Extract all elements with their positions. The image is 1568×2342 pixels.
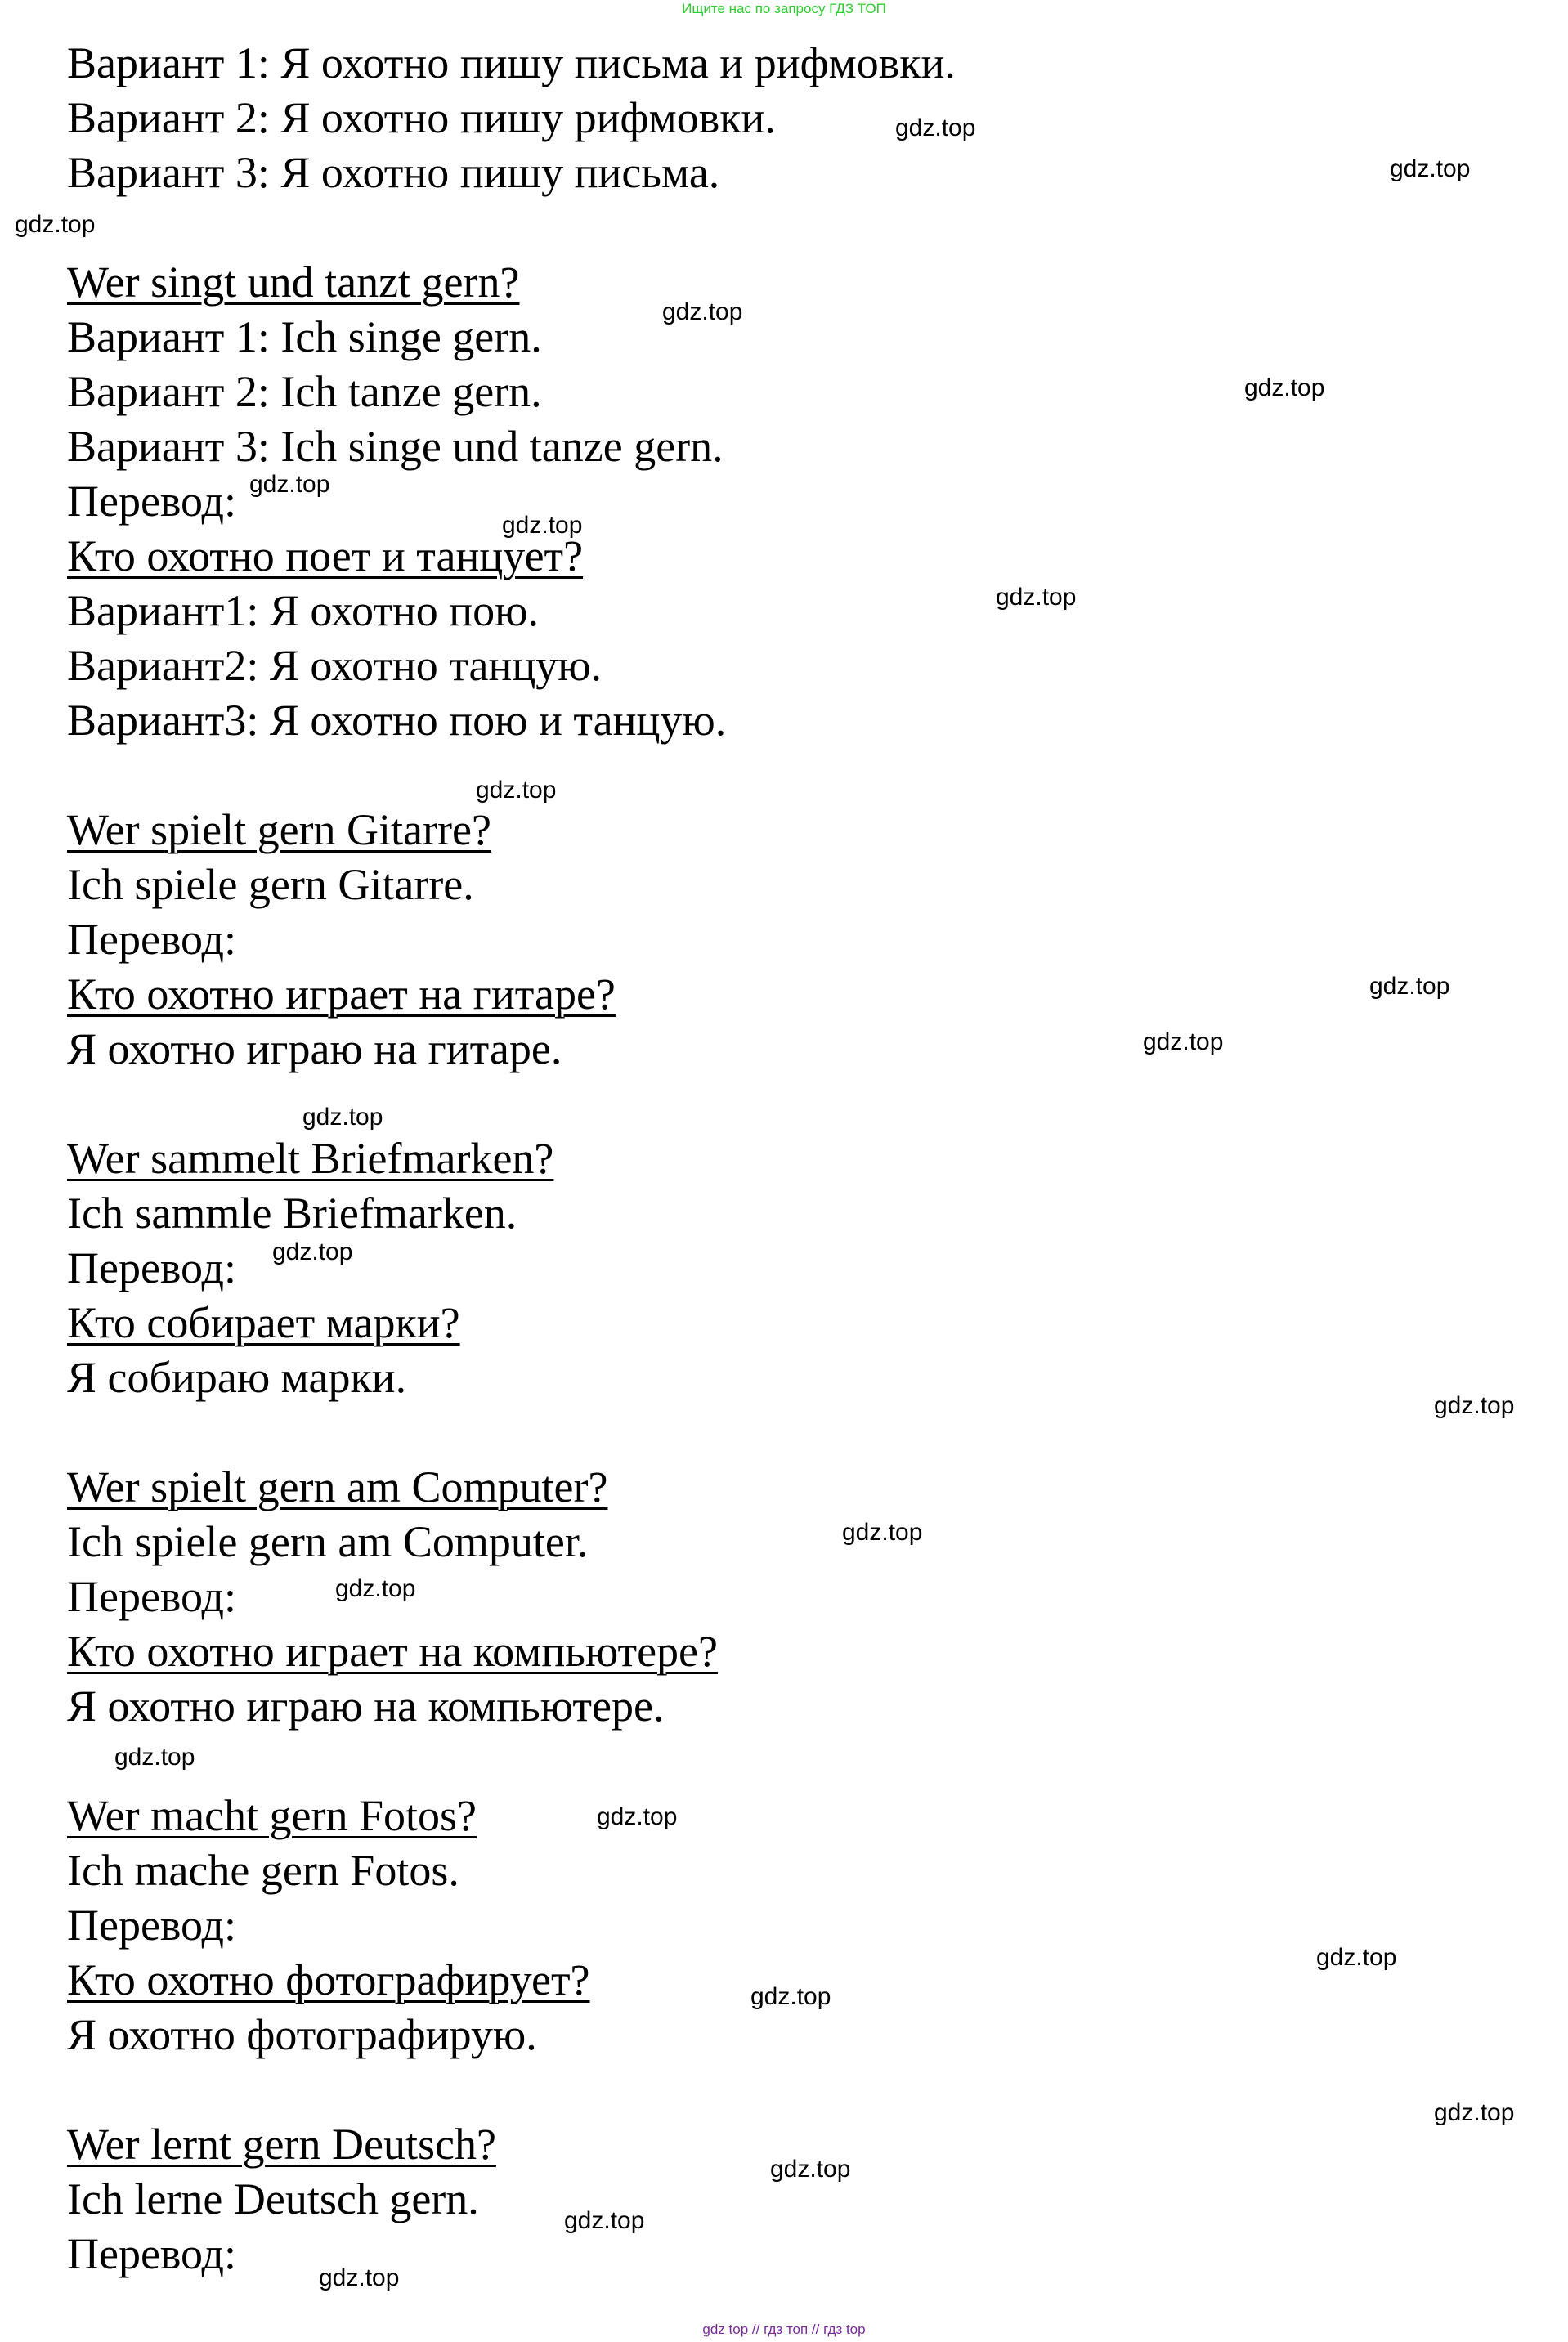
text-line: Ich spiele gern Gitarre. xyxy=(67,860,474,909)
section-spacer xyxy=(67,1077,1522,1131)
watermark-text: gdz.top xyxy=(1316,1944,1397,1971)
text-line: Вариант 2: Ich tanze gern. xyxy=(67,367,542,416)
question-heading: Wer spielt gern Gitarre? xyxy=(67,805,491,854)
watermark-text: gdz.top xyxy=(1390,155,1471,182)
text-line: Перевод: xyxy=(67,1572,236,1621)
text-line: Вариант 3: Я охотно пишу письма. xyxy=(67,148,720,197)
watermark-text: gdz.top xyxy=(895,114,976,141)
watermark-text: gdz.top xyxy=(272,1238,353,1265)
section-spacer xyxy=(67,1734,1522,1789)
text-line: Вариант 1: Ich singe gern. xyxy=(67,312,542,361)
question-heading: Кто собирает марки? xyxy=(67,1298,460,1347)
watermark-text: gdz.top xyxy=(335,1575,416,1602)
text-line: Вариант 1: Я охотно пишу письма и рифмовки. xyxy=(67,38,956,87)
text-line: Вариант2: Я охотно танцую. xyxy=(67,641,603,690)
section-spacer xyxy=(67,2062,1522,2117)
watermark-text: gdz.top xyxy=(302,1104,383,1131)
watermark-text: gdz.top xyxy=(319,2264,400,2291)
question-heading: Кто охотно фотографирует? xyxy=(67,1955,590,2004)
text-line: Вариант3: Я охотно пою и танцую. xyxy=(67,696,727,745)
text-line: Я охотно играю на компьютере. xyxy=(67,1681,665,1731)
top-banner: Ищите нас по запросу ГДЗ ТОП xyxy=(682,1,886,16)
watermark-text: gdz.top xyxy=(249,471,330,498)
section-spacer xyxy=(67,200,1522,255)
text-line: Ich sammle Briefmarken. xyxy=(67,1189,517,1238)
watermark-text: gdz.top xyxy=(996,584,1077,611)
text-line: Перевод: xyxy=(67,2229,236,2278)
watermark-text: gdz.top xyxy=(502,512,583,539)
document-body xyxy=(67,36,1522,2282)
text-line: Вариант 2: Я охотно пишу рифмовки. xyxy=(67,93,776,142)
watermark-text: gdz.top xyxy=(114,1744,195,1771)
watermark-text: gdz.top xyxy=(15,211,96,238)
question-heading: Wer lernt gern Deutsch? xyxy=(67,2120,496,2169)
watermark-text: gdz.top xyxy=(1244,374,1325,401)
text-line: Перевод: xyxy=(67,915,236,964)
text-line: Я собираю марки. xyxy=(67,1353,407,1402)
watermark-text: gdz.top xyxy=(770,2156,851,2183)
text-line: Я охотно играю на гитаре. xyxy=(67,1024,562,1073)
text-line: Перевод: xyxy=(67,1901,236,1950)
question-heading: Wer sammelt Briefmarken? xyxy=(67,1134,554,1183)
watermark-text: gdz.top xyxy=(564,2207,645,2234)
text-line: Ich lerne Deutsch gern. xyxy=(67,2174,479,2223)
text-line: Я охотно фотографирую. xyxy=(67,2010,537,2059)
section-spacer xyxy=(67,748,1522,803)
section-spacer xyxy=(67,1405,1522,1460)
bottom-footer: gdz top // гдз топ // гдз top xyxy=(702,2322,866,2337)
watermark-text: gdz.top xyxy=(1434,1392,1515,1419)
text-line: Перевод: xyxy=(67,1243,236,1292)
watermark-text: gdz.top xyxy=(750,1983,831,2010)
question-heading: Кто охотно поет и танцует? xyxy=(67,531,584,580)
question-heading: Wer spielt gern am Computer? xyxy=(67,1462,608,1511)
text-line: Перевод: xyxy=(67,477,236,526)
watermark-text: gdz.top xyxy=(597,1803,678,1830)
watermark-text: gdz.top xyxy=(842,1519,923,1546)
watermark-text: gdz.top xyxy=(1143,1028,1224,1055)
question-heading: Кто охотно играет на гитаре? xyxy=(67,969,616,1019)
watermark-text: gdz.top xyxy=(1369,973,1450,1000)
text-line: Вариант 3: Ich singe und tanze gern. xyxy=(67,422,724,471)
question-heading: Кто охотно играет на компьютере? xyxy=(67,1627,718,1676)
question-heading: Wer macht gern Fotos? xyxy=(67,1791,477,1840)
question-heading: Wer singt und tanzt gern? xyxy=(67,257,520,307)
text-line: Ich spiele gern am Computer. xyxy=(67,1517,589,1566)
watermark-text: gdz.top xyxy=(662,298,743,325)
text-line: Вариант1: Я охотно пою. xyxy=(67,586,539,635)
watermark-text: gdz.top xyxy=(476,777,557,804)
watermark-text: gdz.top xyxy=(1434,2099,1515,2126)
text-line: Ich mache gern Fotos. xyxy=(67,1846,459,1895)
